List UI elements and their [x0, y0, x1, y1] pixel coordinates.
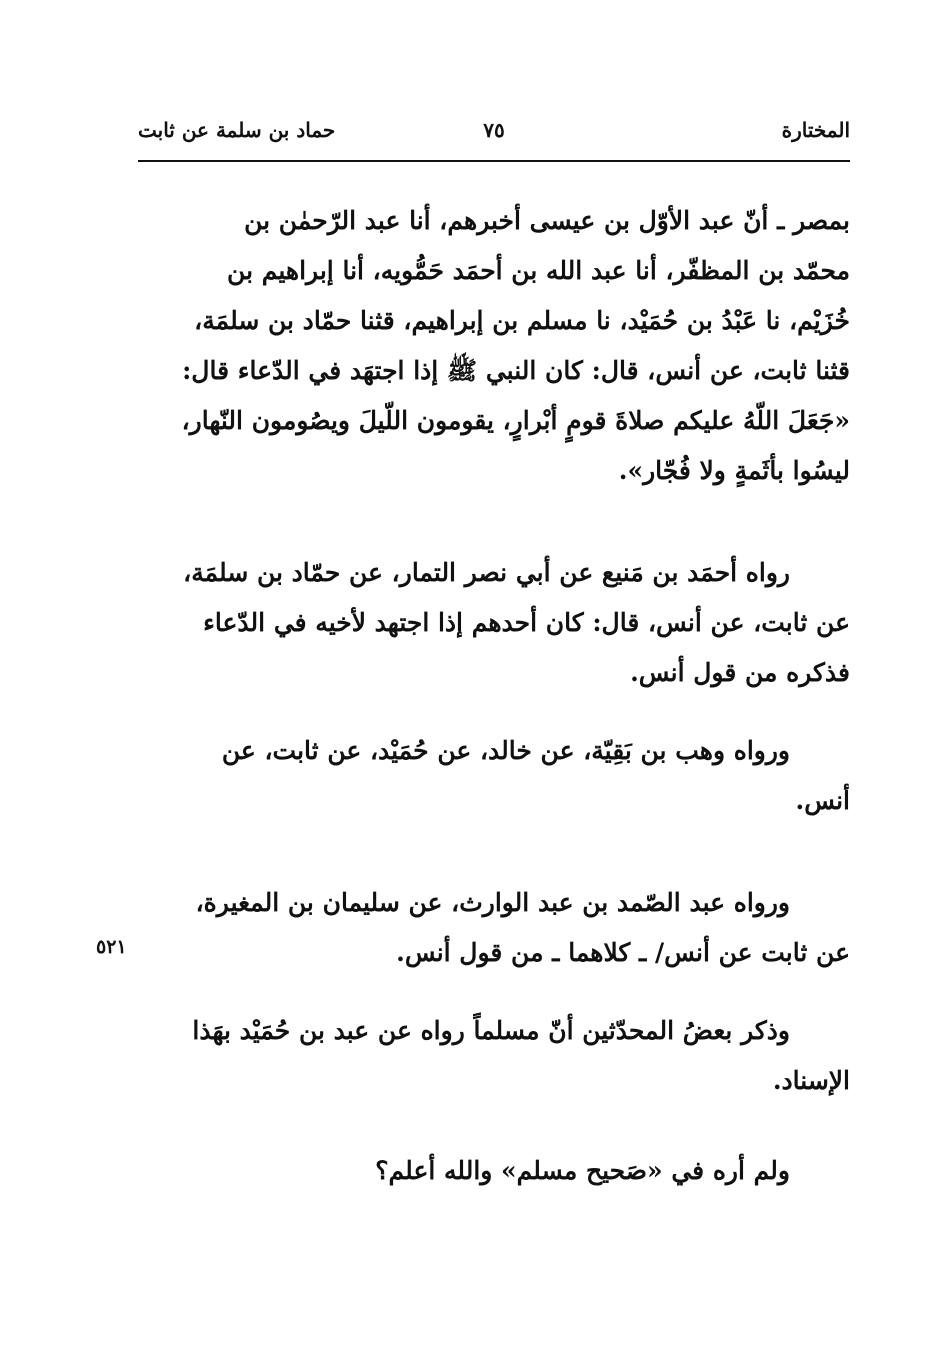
paragraph-isnad: [138, 196, 850, 496]
paragraph-muhaddithin-note: [138, 1006, 850, 1106]
paragraph-abdussamad-narration: [138, 878, 850, 978]
text-line: رواه أحمَد بن مَنيع عن أبي نصر التمار، عن حمّاد بن سلمَة،: [183, 558, 790, 587]
text-line: ليسُوا بأثَمةٍ ولا فُجّار».: [618, 456, 850, 485]
text-line: ولم أره في «صَحيح مسلم» والله أعلم؟: [375, 1156, 790, 1185]
text-line: «جَعَلَ اللّهُ عليكم صلاةَ قومٍ أبْرارٍ، يقومون اللّيلَ ويصُومون النّهار،: [181, 406, 850, 435]
running-header: [138, 118, 850, 158]
text-line: الإسناد.: [772, 1066, 850, 1095]
paragraph-wahb-narration: [138, 726, 850, 826]
text-line: خُزَيْم، نا عَبْدُ بن حُمَيْد، نا مسلم بن إبراهيم، قثنا حمّاد بن سلمَة،: [194, 306, 850, 335]
header-divider: [138, 160, 850, 162]
text-line: ورواه عبد الصّمد بن عبد الوارث، عن سليمان بن المغيرة،: [195, 888, 790, 917]
text-line: فذكره من قول أنس.: [630, 658, 850, 687]
text-line: ورواه وهب بن بَقِيّة، عن خالد، عن حُمَيْد، عن ثابت، عن: [221, 736, 790, 765]
text-line: بمصر ـ أنّ عبد الأوّل بن عيسى أخبرهم، أنا عبد الرّحمٰن بن: [244, 206, 850, 235]
book-title: المختارة: [781, 118, 850, 142]
chapter-title: حماد بن سلمة عن ثابت: [138, 118, 336, 142]
manuscript-folio-note: ٥٢١: [96, 936, 127, 958]
text-line: عن ثابت، عن أنس، قال: كان أحدهم إذا اجتهد لأخيه في الدّعاء: [203, 608, 850, 637]
text-line: عن ثابت عن أنس/ ـ كلاهما ـ من قول أنس.: [396, 938, 850, 967]
paragraph-ahmad-narration: [138, 548, 850, 698]
text-line: قثنا ثابت، عن أنس، قال: كان النبي ﷺ إذا اجتهَد في الدّعاء قال:: [182, 356, 850, 385]
text-line: أنس.: [795, 786, 850, 815]
page-number: ٧٥: [483, 118, 505, 142]
paragraph-closing-remark: [138, 1146, 850, 1196]
text-line: وذكر بعضُ المحدّثين أنّ مسلماً رواه عن عبد بن حُمَيْد بهَذا: [192, 1016, 790, 1045]
text-line: محمّد بن المظفّر، أنا عبد الله بن أحمَد حَمُّويه، أنا إبراهيم بن: [227, 256, 850, 285]
